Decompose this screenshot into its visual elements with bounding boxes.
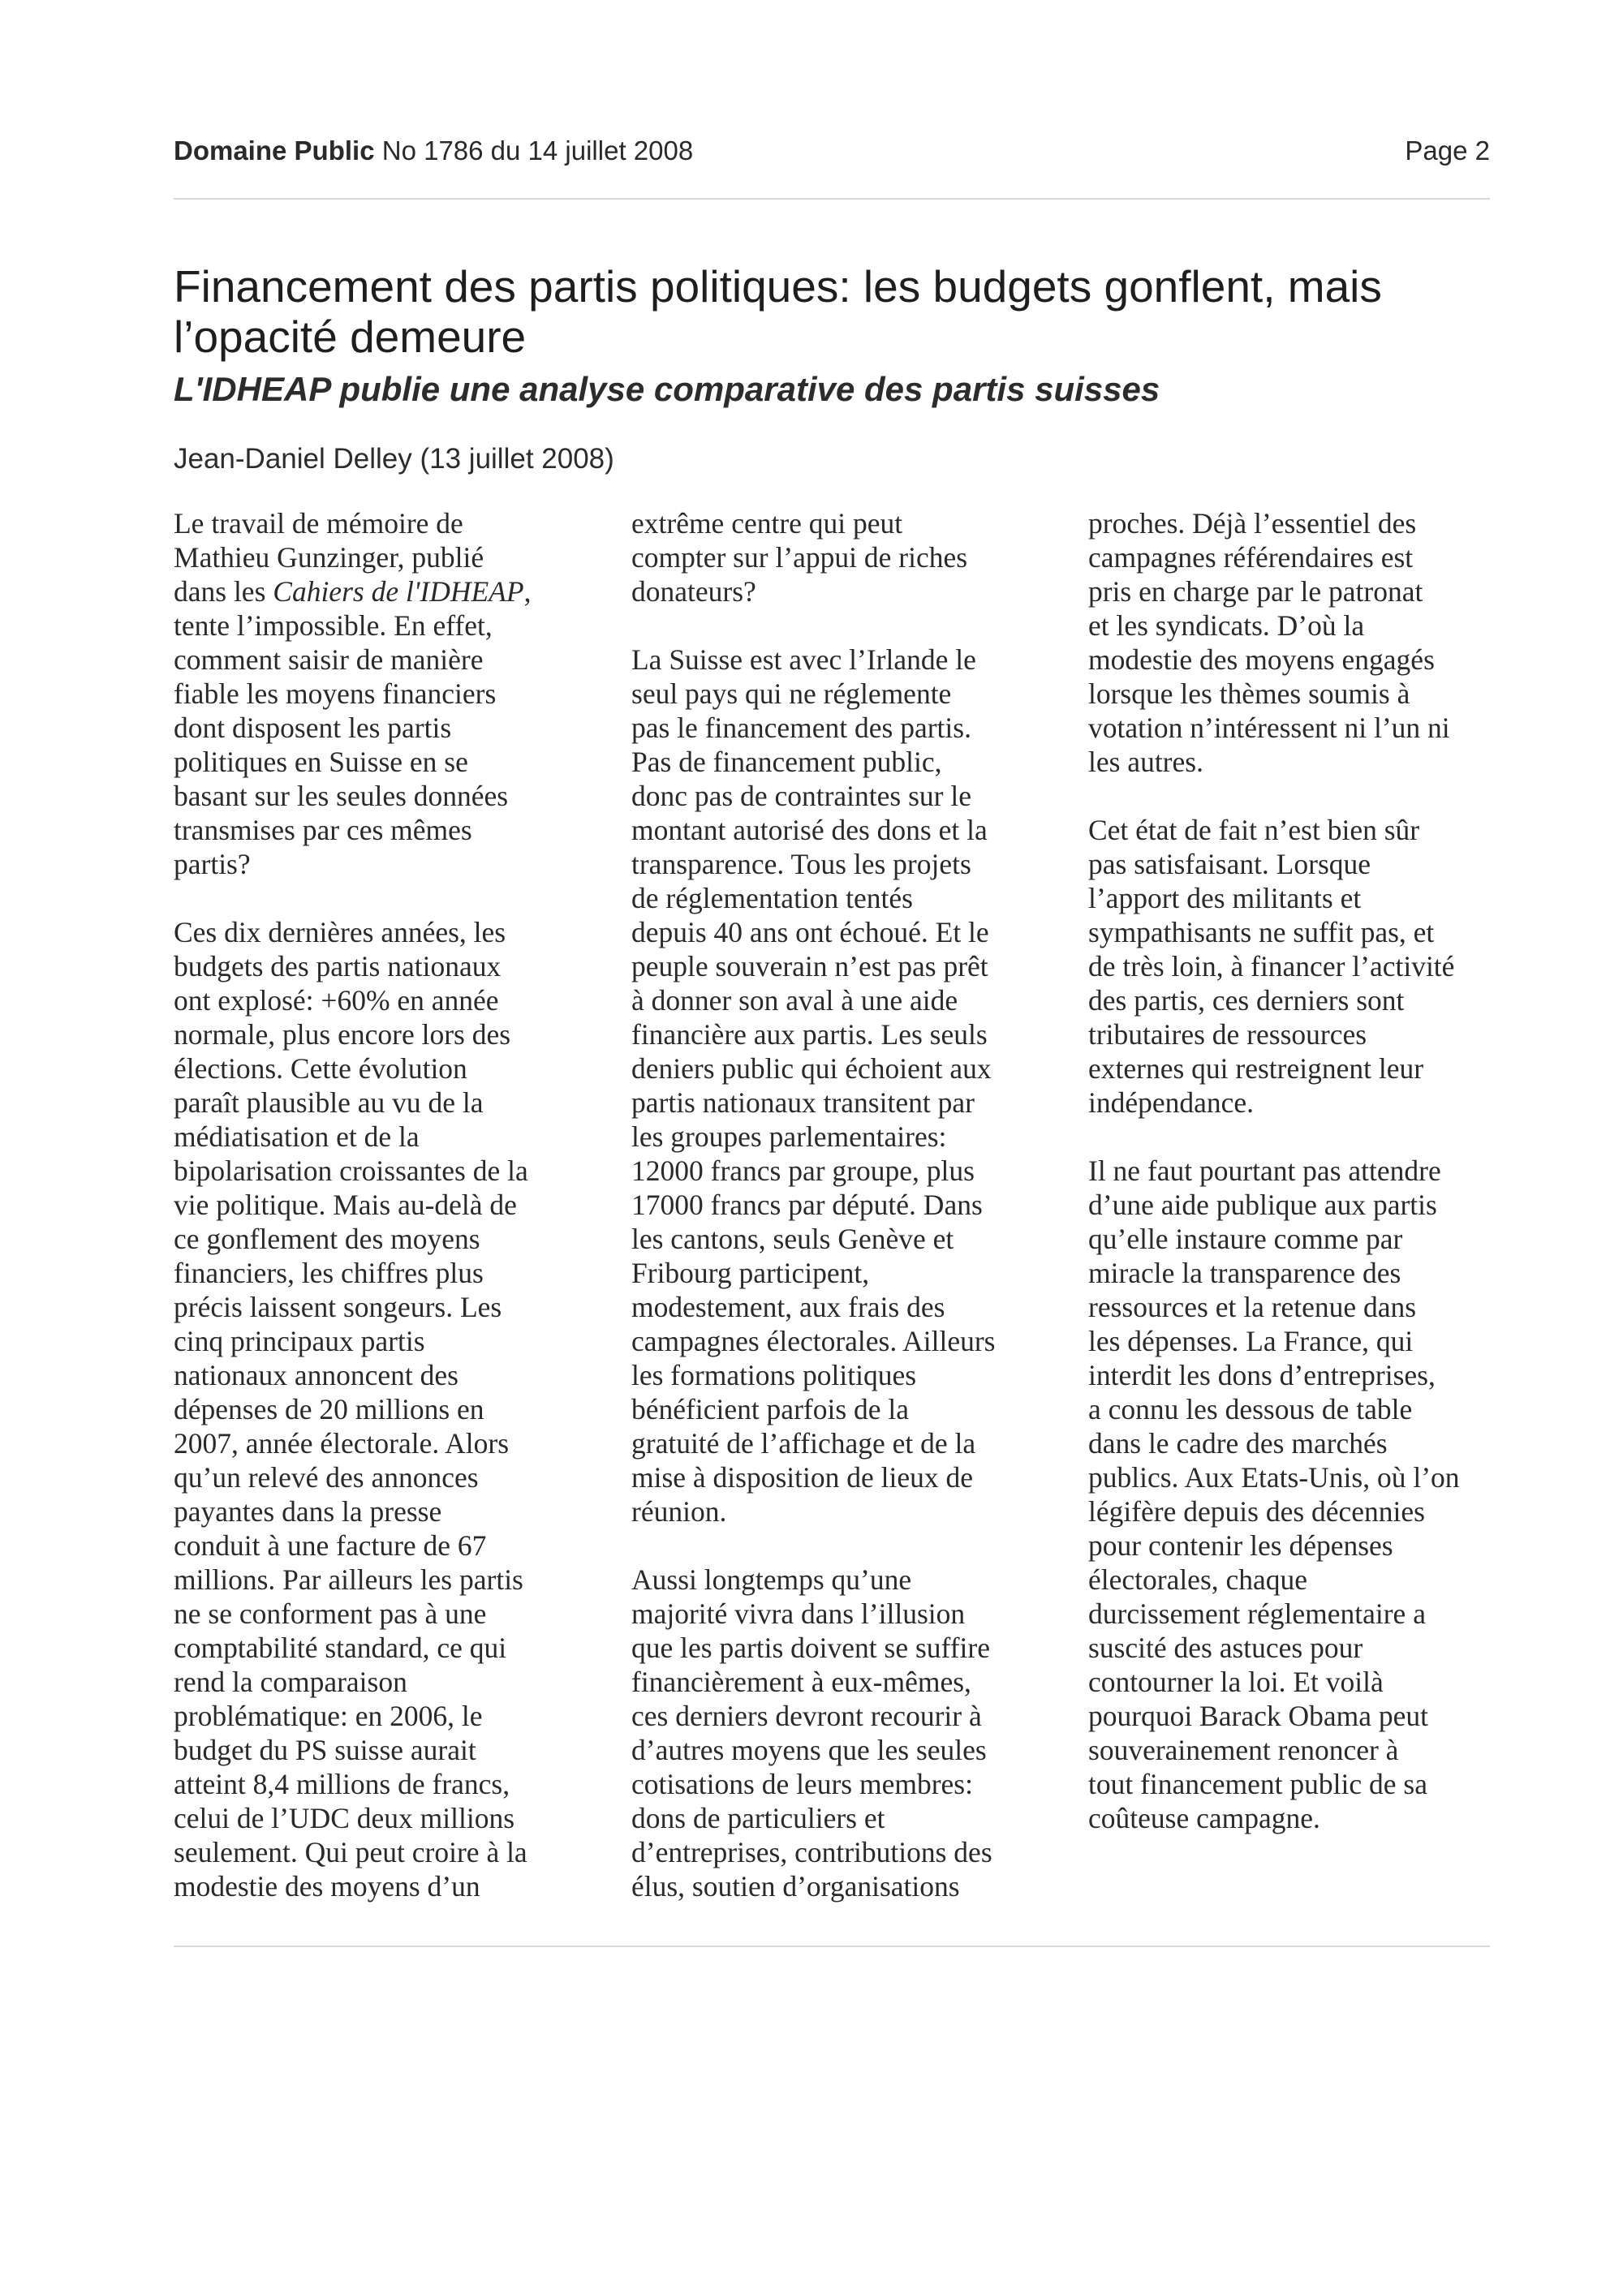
text-line: transparence. Tous les projets bbox=[631, 848, 971, 880]
text-line: budgets des partis nationaux bbox=[174, 950, 502, 982]
paragraph bbox=[174, 915, 600, 1903]
publication-name: Domaine Public bbox=[174, 135, 375, 166]
text-line: pourquoi Barack Obama peut bbox=[1088, 1700, 1428, 1732]
text-line: donc pas de contraintes sur le bbox=[631, 780, 971, 812]
text-line: Cet état de fait n’est bien sûr bbox=[1088, 814, 1420, 846]
text-line: les cantons, seuls Genève et bbox=[631, 1223, 954, 1255]
text-line: dont disposent les partis bbox=[174, 712, 452, 744]
text-line: pas satisfaisant. Lorsque bbox=[1088, 848, 1371, 880]
paragraph bbox=[631, 1563, 1057, 1903]
text-line: majorité vivra dans l’illusion bbox=[631, 1597, 966, 1630]
text-line: à donner son aval à une aide bbox=[631, 984, 958, 1017]
paragraph bbox=[631, 506, 1057, 608]
text-line: celui de l’UDC deux millions bbox=[174, 1802, 515, 1834]
text-line: les autres. bbox=[1088, 746, 1203, 778]
text-line: ont explosé: +60% en année bbox=[174, 984, 499, 1017]
text-line: lorsque les thèmes soumis à bbox=[1088, 677, 1410, 710]
text-line: ce gonflement des moyens bbox=[174, 1223, 480, 1255]
text-line-with-citation bbox=[174, 574, 600, 608]
text-line: de très loin, à financer l’activité bbox=[1088, 950, 1455, 982]
text-line: seulement. Qui peut croire à la bbox=[174, 1836, 527, 1868]
text-line: tente l’impossible. En effet, bbox=[174, 609, 493, 642]
text-line: d’entreprises, contributions des bbox=[631, 1836, 992, 1868]
paragraph bbox=[1088, 1154, 1514, 1835]
text-line: qu’un relevé des annonces bbox=[174, 1461, 479, 1494]
text-line: électorales, chaque bbox=[1088, 1563, 1308, 1596]
text-line: compter sur l’appui de riches bbox=[631, 541, 968, 574]
text-line: souverainement renoncer à bbox=[1088, 1734, 1399, 1766]
text-line: et les syndicats. D’où la bbox=[1088, 609, 1365, 642]
text-line: financière aux partis. Les seuls bbox=[631, 1018, 988, 1051]
text-line: vie politique. Mais au-delà de bbox=[174, 1189, 517, 1221]
text-line: Il ne faut pourtant pas attendre bbox=[1088, 1154, 1441, 1187]
text-line: millions. Par ailleurs les partis bbox=[174, 1563, 523, 1596]
text-line: modestie des moyens d’un bbox=[174, 1870, 480, 1903]
text-line: miracle la transparence des bbox=[1088, 1257, 1401, 1289]
text-line: extrême centre qui peut bbox=[631, 507, 903, 540]
text-line: fiable les moyens financiers bbox=[174, 677, 497, 710]
text-line: de réglementation tentés bbox=[631, 882, 913, 914]
text-line: Ces dix dernières années, les bbox=[174, 916, 506, 948]
text-line: l’apport des militants et bbox=[1088, 882, 1362, 914]
text-line: ne se conforment pas à une bbox=[174, 1597, 487, 1630]
text-line: financiers, les chiffres plus bbox=[174, 1257, 484, 1289]
text-fragment: , bbox=[523, 575, 532, 608]
text-line: les dépenses. La France, qui bbox=[1088, 1325, 1414, 1357]
header-divider bbox=[174, 198, 1490, 200]
text-line: les formations politiques bbox=[631, 1359, 917, 1391]
text-column-1 bbox=[174, 506, 600, 1937]
text-line: Fribourg participent, bbox=[631, 1257, 870, 1289]
text-line: publics. Aux Etats-Unis, où l’on bbox=[1088, 1461, 1460, 1494]
text-line: problématique: en 2006, le bbox=[174, 1700, 483, 1732]
text-line: pour contenir les dépenses bbox=[1088, 1529, 1393, 1562]
text-line: deniers public qui échoient aux bbox=[631, 1052, 992, 1085]
article-subtitle: L'IDHEAP publie une analyse comparative des partis suisses bbox=[174, 370, 1160, 408]
paragraph bbox=[1088, 813, 1514, 1120]
text-line: politiques en Suisse en se bbox=[174, 746, 468, 778]
text-line: dépenses de 20 millions en bbox=[174, 1393, 484, 1425]
text-line: gratuité de l’affichage et de la bbox=[631, 1427, 976, 1460]
text-line: financièrement à eux-mêmes, bbox=[631, 1666, 971, 1698]
page-number: Page 2 bbox=[1405, 135, 1490, 166]
text-line: bipolarisation croissantes de la bbox=[174, 1154, 528, 1187]
text-line: qu’elle instaure comme par bbox=[1088, 1223, 1403, 1255]
text-line: montant autorisé des dons et la bbox=[631, 814, 988, 846]
text-line: transmises par ces mêmes bbox=[174, 814, 472, 846]
text-line: nationaux annoncent des bbox=[174, 1359, 458, 1391]
text-line: pris en charge par le patronat bbox=[1088, 575, 1423, 608]
text-line: Aussi longtemps qu’une bbox=[631, 1563, 912, 1596]
text-line: depuis 40 ans ont échoué. Et le bbox=[631, 916, 989, 948]
text-line: cotisations de leurs membres: bbox=[631, 1768, 973, 1800]
text-line: cinq principaux partis bbox=[174, 1325, 425, 1357]
text-column-2 bbox=[631, 506, 1057, 1937]
text-line: ces derniers devront recourir à bbox=[631, 1700, 982, 1732]
text-line: comptabilité standard, ce qui bbox=[174, 1632, 507, 1664]
text-line: indépendance. bbox=[1088, 1086, 1255, 1119]
text-line: modestement, aux frais des bbox=[631, 1291, 945, 1323]
article-title: Financement des partis politiques: les budgets gonflent, mais l’opacité demeure bbox=[174, 261, 1382, 362]
text-line: peuple souverain n’est pas prêt bbox=[631, 950, 988, 982]
text-line: élections. Cette évolution bbox=[174, 1052, 467, 1085]
text-line: médiatisation et de la bbox=[174, 1120, 420, 1153]
text-line: dans le cadre des marchés bbox=[1088, 1427, 1388, 1460]
text-line: réunion. bbox=[631, 1495, 727, 1528]
text-line: partis? bbox=[174, 848, 251, 880]
text-line: paraît plausible au vu de la bbox=[174, 1086, 484, 1119]
text-line: durcissement réglementaire a bbox=[1088, 1597, 1426, 1630]
text-line: 17000 francs par député. Dans bbox=[631, 1189, 983, 1221]
paragraph bbox=[174, 506, 600, 881]
text-line: rend la comparaison bbox=[174, 1666, 407, 1698]
text-line: interdit les dons d’entreprises, bbox=[1088, 1359, 1436, 1391]
text-line: a connu les dessous de table bbox=[1088, 1393, 1413, 1425]
text-line: ressources et la retenue dans bbox=[1088, 1291, 1417, 1323]
text-line: budget du PS suisse aurait bbox=[174, 1734, 476, 1766]
text-line: dons de particuliers et bbox=[631, 1802, 885, 1834]
text-line: La Suisse est avec l’Irlande le bbox=[631, 643, 976, 676]
text-line: sympathisants ne suffit pas, et bbox=[1088, 916, 1435, 948]
text-line: que les partis doivent se suffire bbox=[631, 1632, 990, 1664]
text-line: votation n’intéressent ni l’un ni bbox=[1088, 712, 1450, 744]
text-line: payantes dans la presse bbox=[174, 1495, 442, 1528]
text-line: campagnes référendaires est bbox=[1088, 541, 1414, 574]
text-line: d’une aide publique aux partis bbox=[1088, 1189, 1437, 1221]
text-line: tout financement public de sa bbox=[1088, 1768, 1427, 1800]
page-header bbox=[174, 131, 1490, 170]
text-column-3 bbox=[1088, 506, 1514, 1869]
text-line: 2007, année électorale. Alors bbox=[174, 1427, 510, 1460]
text-line: externes qui restreignent leur bbox=[1088, 1052, 1424, 1085]
text-fragment: dans les bbox=[174, 575, 273, 608]
text-line: élus, soutien d’organisations bbox=[631, 1870, 960, 1903]
issue-info: No 1786 du 14 juillet 2008 bbox=[381, 135, 694, 166]
text-line: d’autres moyens que les seules bbox=[631, 1734, 987, 1766]
footer-divider bbox=[174, 1946, 1490, 1947]
text-line: campagnes électorales. Ailleurs bbox=[631, 1325, 996, 1357]
text-line: tributaires de ressources bbox=[1088, 1018, 1367, 1051]
text-line: seul pays qui ne réglemente bbox=[631, 677, 952, 710]
text-line: basant sur les seules données bbox=[174, 780, 509, 812]
text-line: partis nationaux transitent par bbox=[631, 1086, 975, 1119]
text-line: Mathieu Gunzinger, publié bbox=[174, 541, 484, 574]
text-line: bénéficient parfois de la bbox=[631, 1393, 910, 1425]
text-line: des partis, ces derniers sont bbox=[1088, 984, 1405, 1017]
text-line: mise à disposition de lieux de bbox=[631, 1461, 974, 1494]
text-line: légifère depuis des décennies bbox=[1088, 1495, 1425, 1528]
text-line: 12000 francs par groupe, plus bbox=[631, 1154, 975, 1187]
text-line: pas le financement des partis. bbox=[631, 712, 971, 744]
text-line: les groupes parlementaires: bbox=[631, 1120, 947, 1153]
text-line: donateurs? bbox=[631, 575, 756, 608]
text-line: Pas de financement public, bbox=[631, 746, 942, 778]
paragraph bbox=[631, 643, 1057, 1529]
text-line: suscité des astuces pour bbox=[1088, 1632, 1363, 1664]
text-line: Le travail de mémoire de bbox=[174, 507, 463, 540]
text-line: conduit à une facture de 67 bbox=[174, 1529, 487, 1562]
text-line: normale, plus encore lors des bbox=[174, 1018, 511, 1051]
paragraph bbox=[1088, 506, 1514, 779]
text-line: atteint 8,4 millions de francs, bbox=[174, 1768, 510, 1800]
publication-citation: Cahiers de l'IDHEAP bbox=[273, 575, 524, 608]
text-line: comment saisir de manière bbox=[174, 643, 484, 676]
text-line: précis laissent songeurs. Les bbox=[174, 1291, 502, 1323]
article-byline: Jean-Daniel Delley (13 juillet 2008) bbox=[174, 443, 614, 475]
text-line: contourner la loi. Et voilà bbox=[1088, 1666, 1384, 1698]
text-line: proches. Déjà l’essentiel des bbox=[1088, 507, 1417, 540]
text-line: modestie des moyens engagés bbox=[1088, 643, 1435, 676]
text-line: coûteuse campagne. bbox=[1088, 1802, 1320, 1834]
